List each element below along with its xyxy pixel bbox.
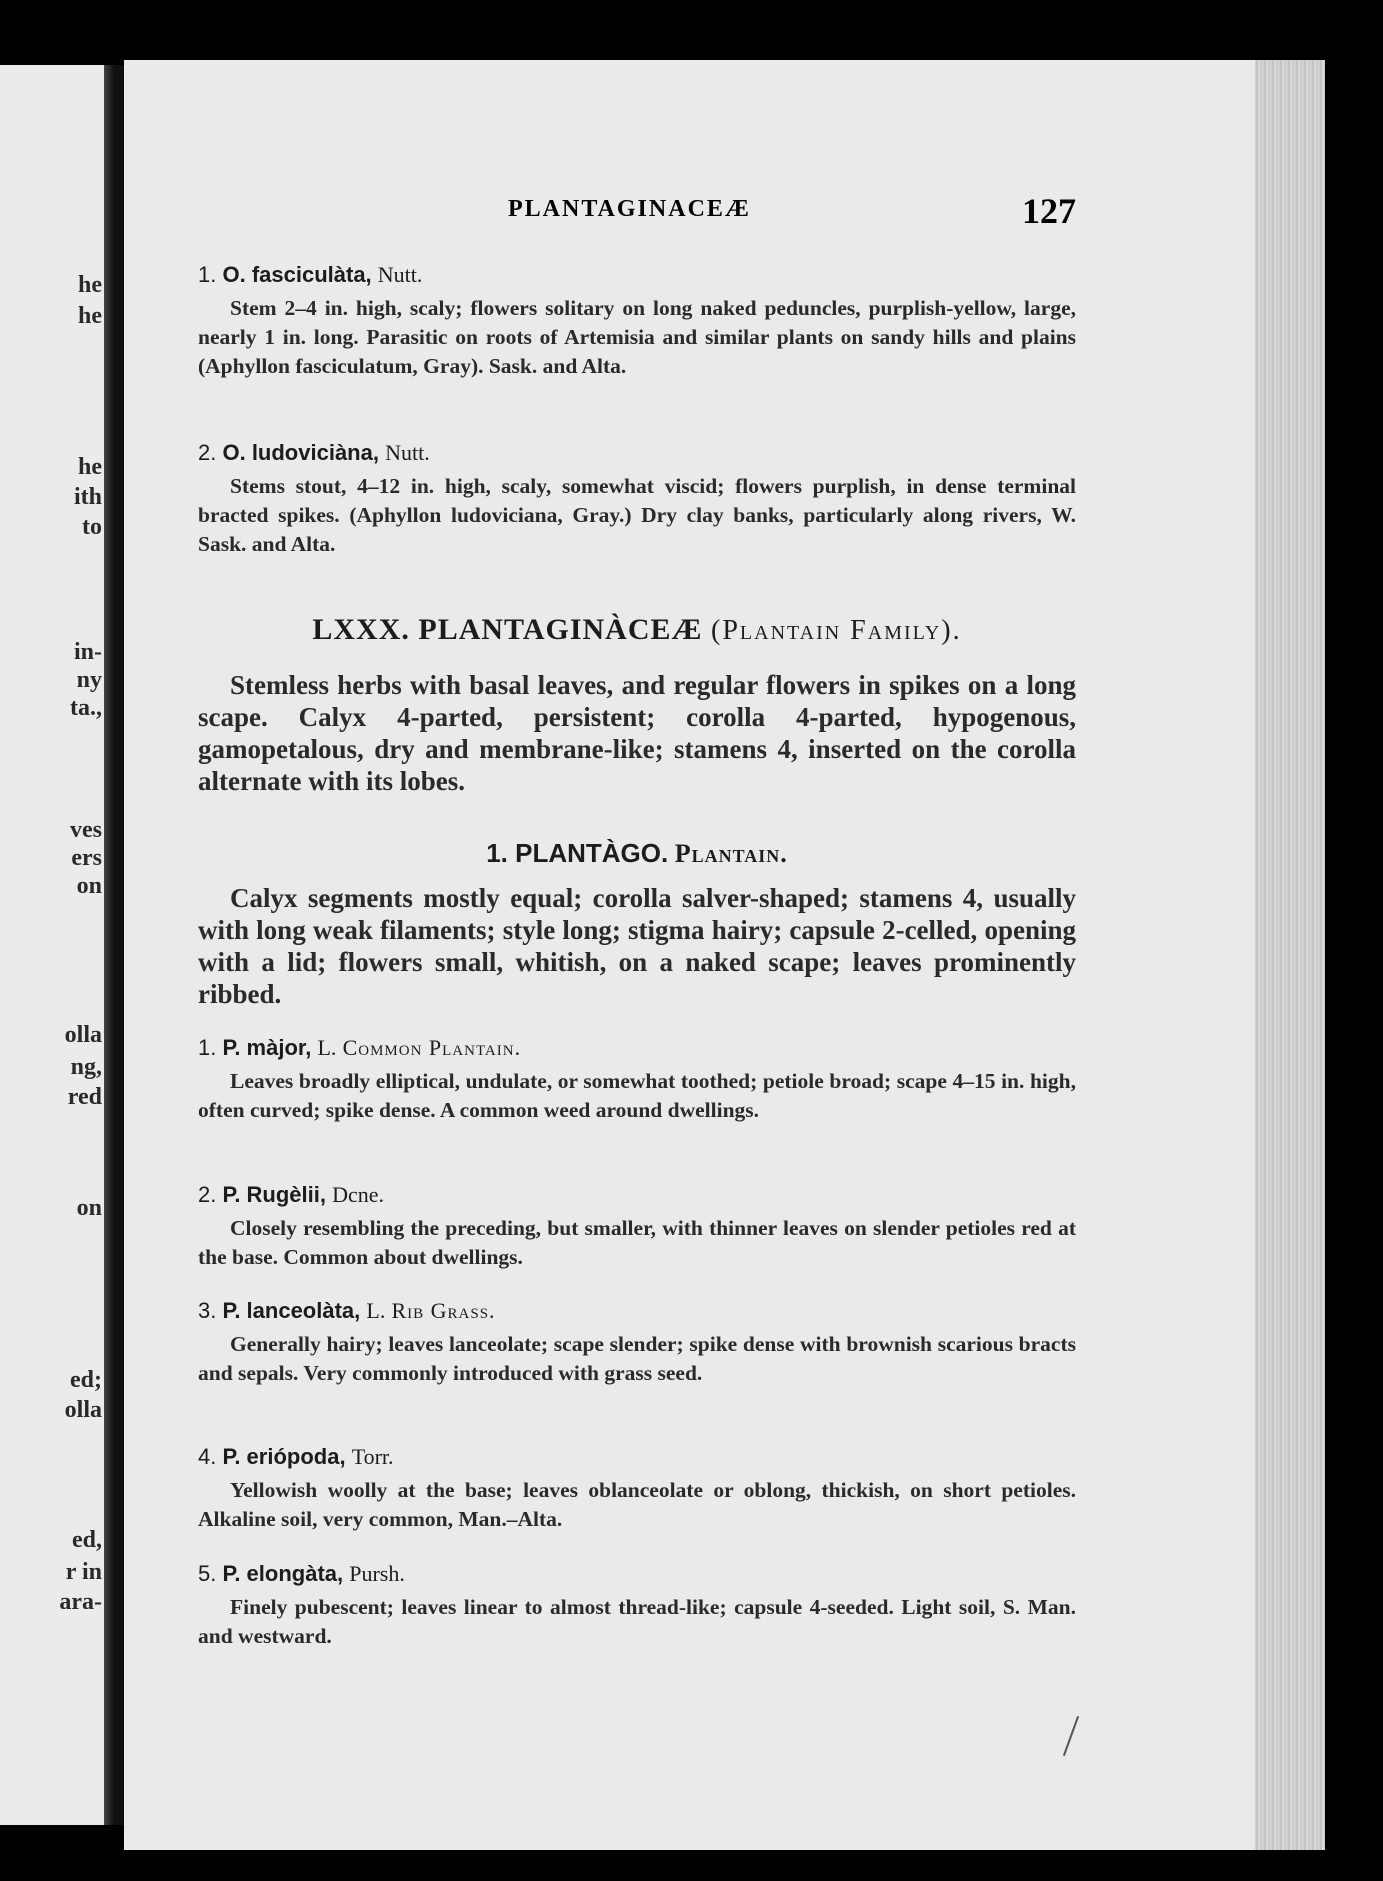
species-description: Stem 2–4 in. high, scaly; flowers solitary on long naked peduncles, purplish-yellow, large, nearly 1 in. long. Parasitic on roots of Artemisia and similar plants on sandy hills and plains (Aphyllon fasciculatum, Gray). Sask. and Alta. (198, 296, 1076, 378)
left-fragment: ith (73, 484, 102, 510)
species-entry (198, 1561, 1076, 1651)
left-fragment: to (82, 514, 102, 540)
species-author: Torr. (351, 1444, 394, 1469)
species-heading (198, 262, 1076, 288)
species-description: Stems stout, 4–12 in. high, scaly, somewhat viscid; flowers purplish, in dense terminal bracted spikes. (Aphyllon ludoviciana, Gray.) Dry clay banks, particularly along rivers, W. Sask. and Alta. (198, 474, 1076, 556)
genus-description: Calyx segments mostly equal; corolla salver-shaped; stamens 4, usually with long weak filaments; style long; stigma hairy; capsule 2-celled, opening with a lid; flowers small, whitish, on a naked scape; leaves prominently ribbed. (198, 883, 1076, 1009)
species-description: Leaves broadly elliptical, undulate, or somewhat toothed; petiole broad; scape 4–15 in. high, often curved; spike dense. A common weed around dwellings. (198, 1069, 1076, 1122)
species-author: Pursh. (349, 1561, 405, 1586)
species-name: O. fasciculàta, (222, 262, 372, 287)
page-header (198, 190, 1076, 240)
genus-title: 1. PLANTÀGO. (486, 838, 669, 868)
left-fragment: ers (71, 845, 102, 871)
species-entry (198, 1298, 1076, 1388)
family-description: Stemless herbs with basal leaves, and regular flowers in spikes on a long scape. Calyx 4-parted, persistent; corolla 4-parted, hypogenous, gamopetalous, dry and membrane-like; stamens 4, inserted on the corolla alternate with its lobes. (198, 670, 1076, 796)
species-description: Yellowish woolly at the base; leaves oblanceolate or oblong, thickish, on short petioles. Alkaline soil, very common, Man.–Alta. (198, 1478, 1076, 1531)
species-heading (198, 1035, 1076, 1061)
family-common-name: (Plantain Family). (711, 615, 962, 646)
species-heading (198, 1444, 1076, 1470)
species-entry (198, 1035, 1076, 1125)
left-fragment: ny (76, 667, 102, 693)
genus-description-block (198, 882, 1076, 1010)
species-entry (198, 1444, 1076, 1534)
entry-number: 1. (198, 262, 217, 287)
species-entry (198, 440, 1076, 559)
left-fragment: ed; (70, 1367, 102, 1393)
left-fragment: ves (70, 817, 102, 843)
running-head: PLANTAGINACEÆ (508, 196, 751, 222)
species-description: Finely pubescent; leaves linear to almost thread-like; capsule 4-seeded. Light soil, S. Man. and westward. (198, 1595, 1076, 1648)
left-facing-page (0, 65, 112, 1825)
left-fragment: in- (73, 639, 102, 665)
left-fragment: r in (65, 1559, 102, 1585)
genus-common-name: Plantain. (674, 839, 788, 868)
left-fragment: he (78, 454, 102, 480)
species-author: L. (366, 1298, 386, 1323)
left-fragment: ed, (72, 1527, 102, 1553)
family-heading (198, 613, 1076, 647)
species-description: Generally hairy; leaves lanceolate; scape slender; spike dense with brownish scarious bracts and sepals. Very commonly introduced with grass seed. (198, 1332, 1076, 1385)
page-edge (1255, 60, 1325, 1850)
left-fragment: olla (64, 1022, 102, 1048)
species-name: P. elongàta, (222, 1561, 344, 1586)
left-fragment: olla (64, 1397, 102, 1423)
left-fragment: ta., (70, 695, 102, 721)
species-heading (198, 1298, 1076, 1324)
entry-number: 2. (198, 440, 217, 465)
left-fragment: ara- (59, 1589, 102, 1615)
left-fragment: he (78, 272, 102, 298)
left-fragment: on (76, 1195, 102, 1221)
species-common-name: Common Plantain. (342, 1035, 522, 1060)
family-title: LXXX. PLANTAGINÀCEÆ (312, 613, 703, 646)
species-entry (198, 262, 1076, 381)
species-entry (198, 1182, 1076, 1272)
species-heading (198, 1561, 1076, 1587)
species-name: P. Rugèlii, (222, 1182, 326, 1207)
left-fragment: he (78, 303, 102, 329)
entry-number: 4. (198, 1444, 217, 1469)
entry-number: 2. (198, 1182, 217, 1207)
species-name: O. ludoviciàna, (222, 440, 379, 465)
left-fragment: on (76, 873, 102, 899)
entry-number: 3. (198, 1298, 217, 1323)
species-author: L. (317, 1035, 337, 1060)
species-author: Nutt. (377, 262, 423, 287)
species-heading (198, 440, 1076, 466)
left-fragment: red (67, 1084, 102, 1110)
family-description-block (198, 669, 1076, 797)
species-author: Nutt. (385, 440, 430, 465)
species-author: Dcne. (332, 1182, 385, 1207)
genus-heading (198, 838, 1076, 869)
entry-number: 5. (198, 1561, 217, 1586)
species-common-name: Rib Grass. (391, 1298, 496, 1323)
left-fragment: ng, (70, 1054, 102, 1080)
species-name: P. màjor, (222, 1035, 312, 1060)
species-description: Closely resembling the preceding, but smaller, with thinner leaves on slender petioles red at the base. Common about dwellings. (198, 1216, 1076, 1269)
species-heading (198, 1182, 1076, 1208)
page-number: 127 (1022, 191, 1076, 231)
species-name: P. lanceolàta, (222, 1298, 361, 1323)
book-binding (104, 65, 126, 1825)
species-name: P. eriópoda, (222, 1444, 346, 1469)
entry-number: 1. (198, 1035, 217, 1060)
